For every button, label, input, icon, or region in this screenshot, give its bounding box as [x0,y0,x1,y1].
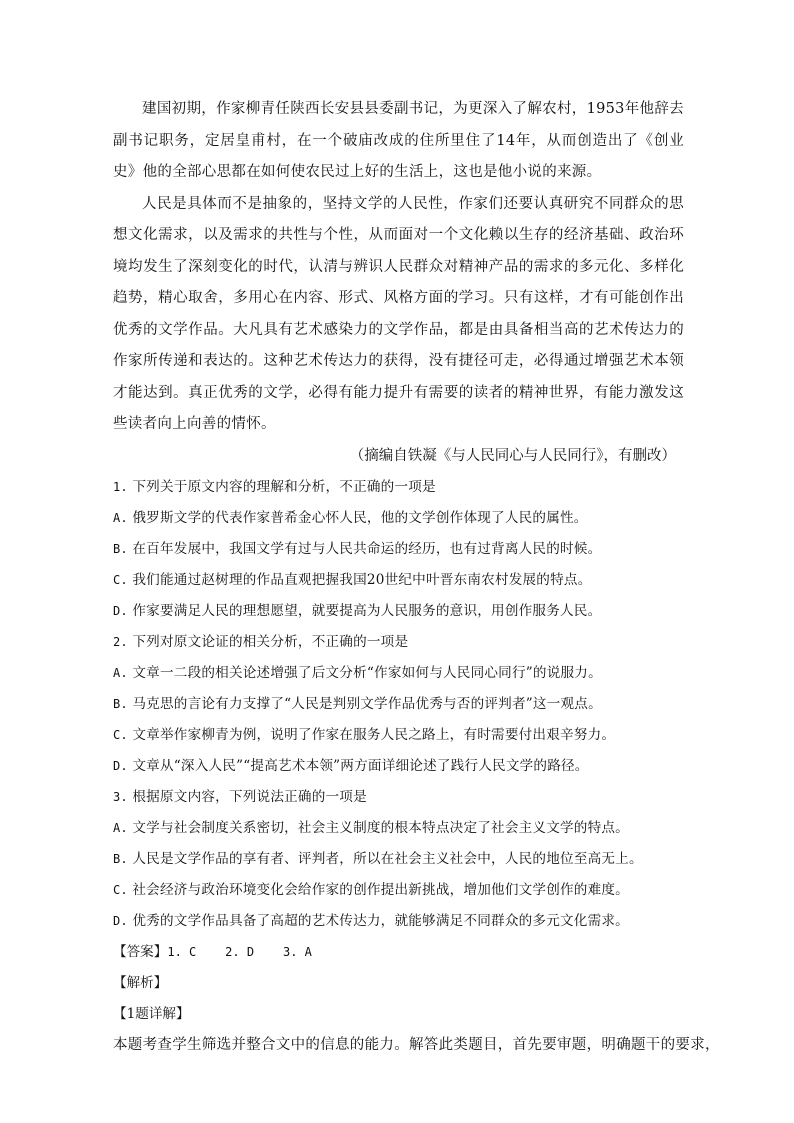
question-1-text: 下列关于原文内容的理解和分析，不正确的一项是 [132,479,436,495]
question-2-option-c [113,720,684,751]
option-text: 文章举作家柳青为例，说明了作家在服务人民之路上，有时需要付出艰辛努力。 [132,727,616,743]
question-2-option-b [113,689,684,720]
option-letter: A. [113,821,128,835]
question-3-stem [113,782,684,813]
option-letter: D. [113,914,128,928]
answer-label: 【答案】 [113,944,168,960]
option-letter: A. [113,666,128,680]
question-2-number: 2. [113,635,128,649]
question-1-option-d [113,596,684,627]
option-text: 社会经济与政治环境变化会给作家的创作提出新挑战，增加他们文学创作的难度。 [132,882,629,898]
question-1-stem [113,472,684,503]
option-letter: B. [113,697,128,711]
question-3-number: 3. [113,790,128,804]
question-3-option-c [113,875,684,906]
question-3-option-b [113,844,684,875]
question-1-number: 1. [113,480,128,494]
analysis-detail-label: 【1题详解】 [113,1006,190,1022]
option-text: 我们能通过赵树理的作品直观把握我国20世纪中叶晋东南农村发展的特点。 [132,572,592,588]
option-letter: C. [113,728,128,742]
question-1-option-b [113,534,684,565]
question-2-text: 下列对原文论证的相关分析，不正确的一项是 [132,634,409,650]
question-3-text: 根据原文内容，下列说法正确的一项是 [132,789,367,805]
option-text: 作家要满足人民的理想愿望，就要提高为人民服务的意识，用创作服务人民。 [132,603,602,619]
passage-paragraph-2: 人民是具体而不是抽象的，坚持文学的人民性，作家们还要认真研究不同群众的思想文化需求，以及需求的共性与个性，从而面对一个文化赖以生存的经济基础、政治环境均发生了深刻变化的时代，认清与辨识人民群众对精神产品的需求的多元化、多样化趋势，精心取舍，多用心在内容、形式、风格方面的学习。只有这样，才有可能创作出优秀的文学作品。大凡具有艺术感染力的文学作品，都是由具备相当高的艺术传达力的作家所传递和表达的。这种艺术传达力的获得，没有捷径可走，必得通过增强艺术本领才能达到。真正优秀的文学，必得有能力提升有需要的读者的精神世界，有能力激发这些读者向上向善的情怀。 [113,195,684,432]
option-letter: C. [113,883,128,897]
option-letter: B. [113,542,128,556]
option-text: 文学与社会制度关系密切，社会主义制度的根本特点决定了社会主义文学的特点。 [132,820,629,836]
option-letter: D. [113,604,128,618]
passage-source: （摘编自铁凝《与人民同心与人民同行》，有删改） [349,447,676,464]
option-text: 优秀的文学作品具备了高超的艺术传达力，就能够满足不同群众的多元文化需求。 [132,913,629,929]
analysis-detail-text: 本题考查学生筛选并整合文中的信息的能力。解答此类题目，首先要审题，明确题干的要求， [113,1037,720,1053]
option-text: 文章一二段的相关论述增强了后文分析“作家如何与人民同心同行”的说服力。 [132,665,602,681]
question-3-option-d [113,906,684,937]
option-letter: A. [113,511,128,525]
option-letter: D. [113,759,128,773]
question-2-option-d [113,751,684,782]
option-text: 俄罗斯文学的代表作家普希金心怀人民，他的文学创作体现了人民的属性。 [132,510,588,526]
option-text: 文章从“深入人民”“提高艺术本领”两方面详细论述了践行人民文学的路径。 [132,758,589,774]
question-1-option-a [113,503,684,534]
answer-values: 1. C 2. D 3. A [167,945,312,959]
option-text: 人民是文学作品的享有者、评判者，所以在社会主义社会中，人民的地位至高无上。 [132,851,643,867]
option-letter: C. [113,573,128,587]
question-1-option-c [113,565,684,596]
question-3-option-a [113,813,684,844]
option-text: 马克思的言论有力支撑了“人民是判别文学作品优秀与否的评判者”这一观点。 [132,696,602,712]
question-2-option-a [113,658,684,689]
analysis-label: 【解析】 [113,975,168,991]
option-text: 在百年发展中，我国文学有过与人民共命运的经历，也有过背离人民的时候。 [132,541,602,557]
question-2-stem [113,627,684,658]
page-content [113,94,720,1061]
answer-line [113,937,684,968]
passage-paragraph-1: 建国初期，作家柳青任陕西长安县县委副书记，为更深入了解农村，1953年他辞去副书记职务，定居皇甫村，在一个破庙改成的住所里住了14年，从而创造出了《创业史》他的全部心思都在如何使农民过上好的生活上，这也是他小说的来源。 [113,101,684,180]
option-letter: B. [113,852,128,866]
